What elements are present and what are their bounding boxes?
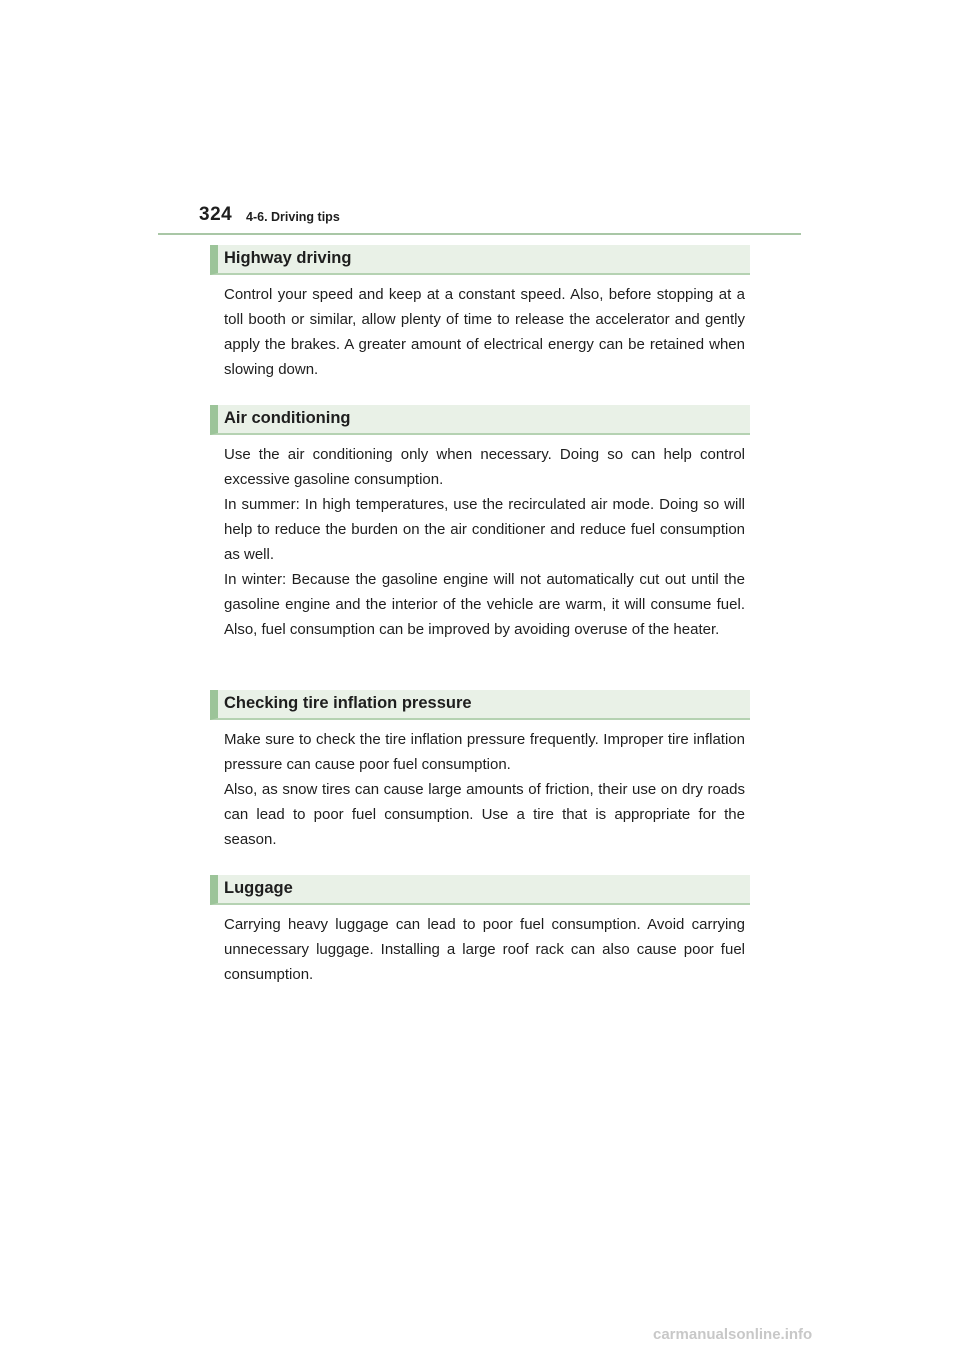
section-heading-luggage xyxy=(210,875,750,905)
section-heading-air-conditioning xyxy=(210,405,750,435)
section-body-luggage xyxy=(224,912,745,987)
paragraph: In summer: In high temperatures, use the recirculated air mode. Doing so will help to reduce the burden on the air conditioner and reduce fuel consumption as well. xyxy=(224,496,745,563)
section-title: Highway driving xyxy=(224,249,352,267)
paragraph: Also, as snow tires can cause large amounts of friction, their use on dry roads can lead to poor fuel consumption. Use a tire that is appropriate for the season. xyxy=(224,781,745,848)
section-heading-tire-pressure xyxy=(210,690,750,720)
header-divider xyxy=(158,233,801,235)
section-title: Checking tire inflation pressure xyxy=(224,694,472,712)
paragraph: In winter: Because the gasoline engine will not automatically cut out until the gasoline engine and the interior of the vehicle are warm, it will consume fuel. Also, fuel consumption can be improved by avoiding overuse of the heater. xyxy=(224,571,745,638)
section-title: Air conditioning xyxy=(224,409,351,427)
watermark-text: carmanualsonline.info xyxy=(653,1326,813,1343)
section-body-tire-pressure xyxy=(224,727,745,852)
paragraph: Carrying heavy luggage can lead to poor fuel consumption. Avoid carrying unnecessary luggage. Installing a large roof rack can also cause poor fuel consumption. xyxy=(224,916,745,983)
paragraph: Use the air conditioning only when necessary. Doing so can help control excessive gasoline consumption. xyxy=(224,446,745,488)
section-heading-highway-driving xyxy=(210,245,750,275)
paragraph: Make sure to check the tire inflation pressure frequently. Improper tire inflation pressure can cause poor fuel consumption. xyxy=(224,731,745,773)
section-body-air-conditioning xyxy=(224,442,745,642)
page-number: 324 xyxy=(199,204,233,225)
section-title: Luggage xyxy=(224,879,293,897)
section-body-highway-driving xyxy=(224,282,745,382)
paragraph: Control your speed and keep at a constant speed. Also, before stopping at a toll booth or similar, allow plenty of time to release the accelerator and gently apply the brakes. A greater amount of electrical energy can be retained when slowing down. xyxy=(224,286,745,378)
chapter-title: 4-6. Driving tips xyxy=(246,210,340,224)
